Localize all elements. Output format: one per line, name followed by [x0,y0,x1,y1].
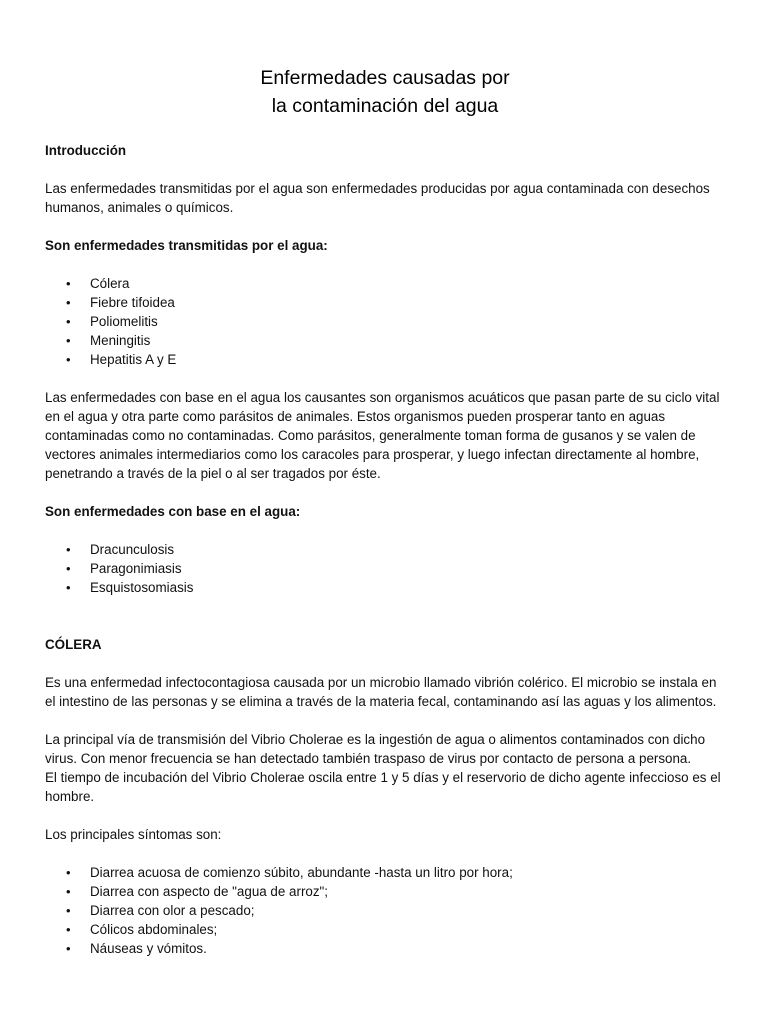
list-item [45,350,725,369]
list-item [45,312,725,331]
bullet-icon: • [66,333,71,348]
list-item [45,882,725,901]
waterbased-heading: Son enfermedades con base en el agua: [45,504,301,519]
cholera-paragraph-1: Es una enfermedad infectocontagiosa causada por un microbio llamado vibrión colérico. El microbio se instala en el intestino de las personas y se elimina a través de la materia fecal, contaminando así las aguas y los alimentos. [45,675,717,709]
list-item-text: Paragonimiasis [90,561,182,576]
list-item [45,559,725,578]
list-item [45,331,725,350]
bullet-icon: • [66,276,71,291]
bullet-icon: • [66,941,71,956]
transmitted-heading: Son enfermedades transmitidas por el agua: [45,238,328,253]
list-item-text: Cólera [90,276,130,291]
bullet-icon: • [66,314,71,329]
symptoms-intro: Los principales síntomas son: [45,827,222,842]
list-item-text: Diarrea acuosa de comienzo súbito, abundante -hasta un litro por hora; [90,865,513,880]
bullet-icon: • [66,922,71,937]
list-item-text: Diarrea con aspecto de "agua de arroz"; [90,884,329,899]
list-item [45,540,725,559]
symptoms-list [45,863,725,958]
list-item-text: Meningitis [90,333,151,348]
bullet-icon: • [66,542,71,557]
intro-heading: Introducción [45,143,127,158]
list-item-text: Poliomelitis [90,314,158,329]
title-line-2: la contaminación del agua [271,95,499,117]
intro-paragraph: Las enfermedades transmitidas por el agua son enfermedades producidas por agua contaminada con desechos humanos, animales o químicos. [45,181,710,215]
list-item-text: Hepatitis A y E [90,352,177,367]
bullet-icon: • [66,295,71,310]
list-item [45,578,725,597]
document-page [45,64,725,977]
list-item [45,920,725,939]
bullet-icon: • [66,561,71,576]
list-item-text: Esquistosomiasis [90,580,194,595]
list-item [45,863,725,882]
waterbased-paragraph: Las enfermedades con base en el agua los causantes son organismos acuáticos que pasan parte de su ciclo vital en el agua y otra parte como parásitos de animales. Estos organismos pueden prosperar tanto en aguas contaminadas como no contaminadas. Como parásitos, generalmente toman forma de gusanos y se valen de vectores animales intermediarios como los caracoles para prosperar, y luego infectan directamente al hombre, penetrando a través de la piel o al ser tragados por éste. [45,390,720,481]
title-line-1: Enfermedades causadas por [260,67,510,89]
document-title [45,64,725,120]
list-item [45,901,725,920]
list-item [45,274,725,293]
bullet-icon: • [66,903,71,918]
cholera-paragraph-2-line-1: La principal vía de transmisión del Vibrio Cholerae es la ingestión de agua o alimentos contaminados con dicho virus. Con menor frecuencia se han detectado también traspaso de virus por contacto de persona a persona. [45,732,706,766]
cholera-heading: CÓLERA [45,637,102,652]
list-item-text: Diarrea con olor a pescado; [90,903,255,918]
transmitted-list [45,274,725,369]
bullet-icon: • [66,884,71,899]
cholera-paragraph-2 [45,730,725,806]
bullet-icon: • [66,865,71,880]
list-item-text: Náuseas y vómitos. [90,941,207,956]
list-item [45,293,725,312]
list-item-text: Cólicos abdominales; [90,922,218,937]
list-item [45,939,725,958]
list-item-text: Dracunculosis [90,542,175,557]
cholera-paragraph-2-line-2: El tiempo de incubación del Vibrio Cholerae oscila entre 1 y 5 días y el reservorio de dicho agente infeccioso es el hombre. [45,770,721,804]
bullet-icon: • [66,352,71,367]
waterbased-list [45,540,725,597]
list-item-text: Fiebre tifoidea [90,295,175,310]
bullet-icon: • [66,580,71,595]
